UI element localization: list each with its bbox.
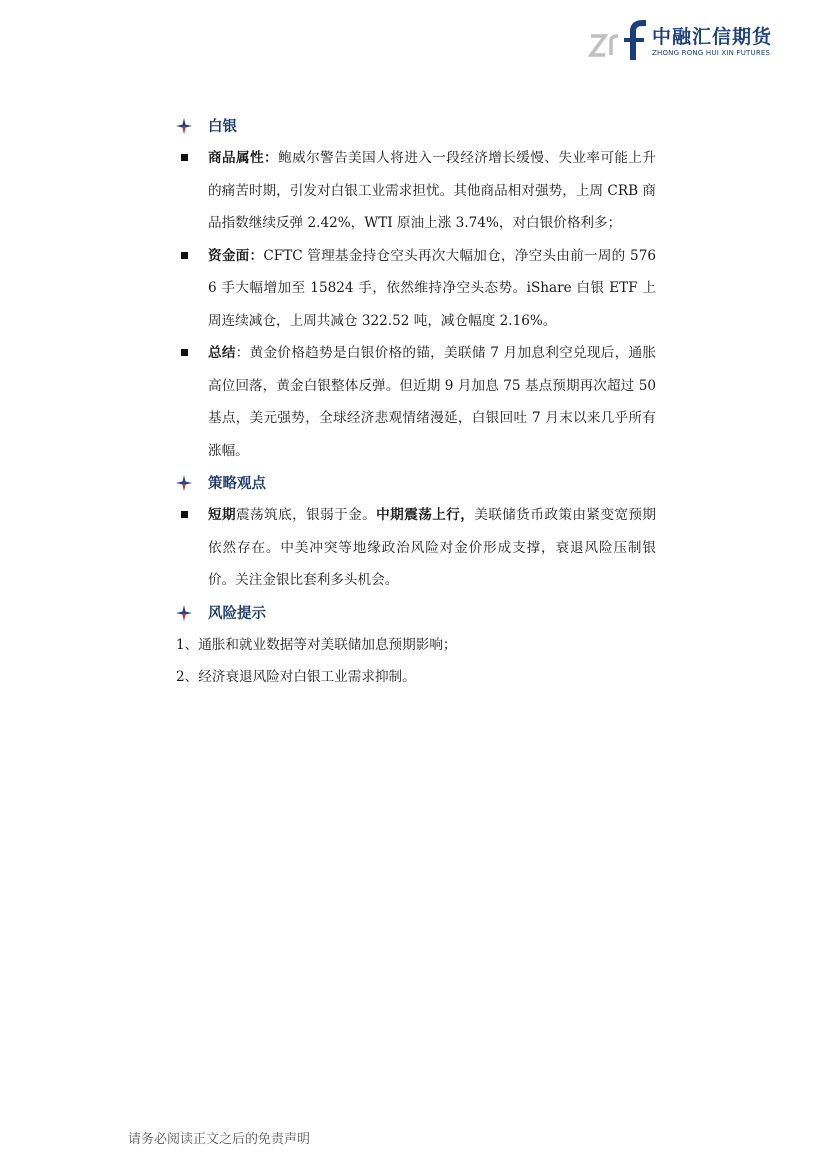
bullet-summary xyxy=(176,337,656,467)
company-name-cn: 中融汇信期货 xyxy=(652,26,773,48)
four-point-star-bullet-icon xyxy=(176,475,192,491)
risk-item: 2、经济衰退风险对白银工业需求抑制。 xyxy=(176,669,416,685)
square-bullet-icon xyxy=(181,252,188,259)
bullet-text: 美联储货币政策由紧变宽预期依然存在。中美冲突等地缘政治风险对金价形成支撑，衰退风险压制银价。关注金银比套利多头机会。 xyxy=(208,507,657,588)
bullet-label: 总结 xyxy=(208,345,236,361)
bullet-label-short-term: 短期 xyxy=(208,507,237,523)
bullet-commodity-attribute xyxy=(176,142,656,240)
company-name-en: ZHONG RONG HUI XIN FUTURES xyxy=(652,49,771,57)
four-point-star-bullet-icon xyxy=(176,605,192,621)
zrf-logo-mark-icon xyxy=(588,20,650,62)
bullet-text: 鲍威尔警告美国人将进入一段经济增长缓慢、失业率可能上升的痛苦时期，引发对白银工业需求担忧。其他商品相对强势，上周 CRB 商品指数继续反弹 2.42%，WTI 原油上涨 3.74%，对白银价格利多； xyxy=(208,150,657,231)
bullet-text: ：黄金价格趋势是白银价格的锚，美联储 7 月加息利空兑现后，通胀高位回落，黄金白银整体反弹。但近期 9 月加息 75 基点预期再次超过 50 基点，美元强势，全球经济悲观情绪漫延，白银回吐 7 月末以来几乎所有涨幅。 xyxy=(208,345,657,459)
section-title: 策略观点 xyxy=(208,476,266,492)
bullet-label-mid-term: 中期震荡上行， xyxy=(376,507,475,523)
section-strategy xyxy=(176,467,656,597)
square-bullet-icon xyxy=(181,511,188,518)
four-point-star-bullet-icon xyxy=(176,118,192,134)
section-heading xyxy=(176,597,656,629)
square-bullet-icon xyxy=(181,349,188,356)
bullet-label: 商品属性： xyxy=(208,150,279,166)
bullet-label: 资金面： xyxy=(208,247,264,264)
risk-list xyxy=(176,629,656,694)
section-silver xyxy=(176,110,656,467)
risk-item: 1、通胀和就业数据等对美联储加息预期影响； xyxy=(176,636,457,653)
bullet-fund-flow xyxy=(176,240,656,338)
bullet-text: CFTC 管理基金持仓空头再次大幅加仓，净空头由前一周的 5766 手大幅增加至 15824 手，依然维持净空头态势。iShare 白银 ETF 上周连续减仓，上周共减仓 322.52 吨，减仓幅度 2.16%。 xyxy=(208,247,657,329)
section-risk xyxy=(176,597,656,694)
bullet-text: 震荡筑底，银弱于金。 xyxy=(236,507,377,523)
disclaimer-footer: 请务必阅读正文之后的免责声明 xyxy=(128,1132,311,1147)
section-heading xyxy=(176,467,656,499)
company-logo xyxy=(588,20,788,62)
square-bullet-icon xyxy=(181,154,188,161)
section-title: 风险提示 xyxy=(208,605,266,622)
bullet-strategy-view xyxy=(176,499,656,597)
report-content xyxy=(176,110,656,694)
section-title: 白银 xyxy=(208,119,237,135)
section-heading xyxy=(176,110,656,142)
